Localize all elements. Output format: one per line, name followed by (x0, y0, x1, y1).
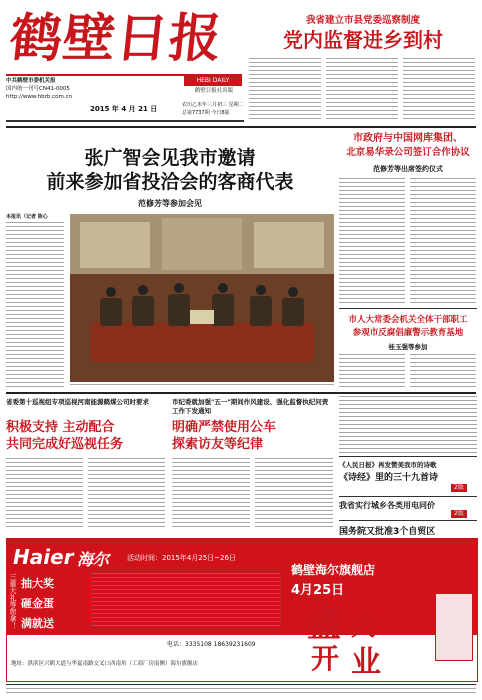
ad-store: 鹤壁海尔旗舰店 (291, 563, 376, 577)
congress-body-1 (339, 354, 405, 388)
top-right-headline: 党内监督进乡到村 (283, 28, 443, 52)
ad-slogan-2: 砸金蛋 (21, 597, 54, 610)
congress-subhead: 桂玉强等参加 (388, 343, 428, 351)
title-char: 壁 (59, 8, 120, 69)
section-divider-top (6, 126, 476, 128)
bottom-mid-headline-1: 明确严禁使用公车 (172, 420, 277, 435)
lead-headline-2: 前来参加省投洽会的客商代表 (46, 171, 294, 193)
top-right-kicker: 我省建立市县党委巡察制度 (305, 15, 420, 26)
title-char: 日 (112, 8, 173, 69)
section-divider-mid (6, 392, 476, 394)
side-label-2: DAILY (212, 77, 230, 84)
bottom-mid-headline-2: 探索访友等纪律 (172, 437, 264, 452)
right-divider (339, 308, 477, 309)
bottom-mid-kicker: 市纪委就加强"五一"期间作风建设、强化监督执纪问责工作下发通知 (172, 398, 329, 415)
right-body-1 (339, 178, 405, 304)
people-congress-story (339, 310, 477, 390)
index-divider-3 (339, 520, 477, 521)
title-char: 鹤 (6, 8, 67, 69)
right-story (339, 130, 477, 306)
ad-grand-opening (307, 597, 427, 680)
top-right-body-2 (326, 58, 398, 120)
congress-body-2 (410, 354, 476, 388)
bottom-mid-story (172, 396, 334, 532)
right-headline-2: 北京易华录公司签订合作协议 (346, 147, 470, 158)
bottom-left-body-2 (88, 458, 165, 530)
masthead (6, 6, 244, 124)
bottom-mid-body-2 (255, 458, 333, 530)
top-right-body-3 (403, 58, 475, 120)
index-item2-page[interactable]: 2版 (451, 510, 467, 518)
ad-slogan-3: 满就送 (21, 617, 54, 630)
masthead-line1: 中共鹤壁市委机关报 (6, 78, 56, 84)
masthead-weekday: 农历乙未年三月初三 星期二 (182, 102, 244, 108)
lead-byline: 本报讯（记者 陈心 (6, 214, 48, 220)
index-divider-2 (339, 496, 477, 497)
masthead-url[interactable]: http://www.hbrb.com.cn (6, 94, 73, 100)
haier-ad (6, 538, 478, 682)
ad-period: 活动时间：2015年4月25日~26日 (127, 554, 236, 562)
ad-slogan-main: 三重大礼等您拿！ (9, 573, 17, 629)
right-body-2 (410, 178, 476, 304)
masthead-line2: 国内统一刊号CN41-0005 (6, 86, 70, 92)
ad-brand: Haier (13, 545, 74, 569)
side-badge (184, 76, 242, 86)
ad-product-image (435, 593, 473, 661)
footer-rule (6, 684, 476, 685)
ad-phone: 电话：3335108 18639231609 (167, 641, 256, 648)
congress-headline-1: 市人大常委会机关全体干部职工 (348, 315, 468, 325)
right-headline-1: 市政府与中国网库集团、 (353, 133, 463, 144)
top-right-body-1 (249, 58, 321, 120)
meeting-photo (70, 214, 334, 382)
ad-grand-char: 开 (311, 642, 340, 675)
photo-caption (70, 384, 334, 388)
ad-store-date: 4月25日 (291, 583, 345, 598)
ad-brand-cn: 海尔 (77, 550, 110, 569)
ad-slogan-1: 抽大奖 (21, 577, 54, 590)
index-item1-kicker: 《人民日报》再发赞美我市的诗歌 (339, 461, 437, 469)
ad-offers (91, 573, 281, 629)
lead-body-left (6, 222, 64, 387)
bottom-left-story (6, 396, 166, 532)
index-item1-page[interactable]: 2版 (451, 484, 467, 492)
index-body-top (339, 396, 477, 454)
right-subhead: 范修芳等出席签约仪式 (373, 165, 443, 173)
ad-grand-char: 业 (351, 645, 381, 680)
bottom-left-kicker: 省委第十巡视组专项巡视河南能源鹤煤公司时要求 (6, 398, 149, 406)
masthead-date: 2015 年 4 月 21 日 (90, 105, 158, 113)
online-label: 鹤壁日报社出版 (194, 88, 234, 94)
lead-headline-1: 张广智会见我市邀请 (84, 147, 256, 169)
top-right-story (249, 6, 477, 124)
masthead-title (7, 8, 232, 70)
index-item3[interactable]: 国务院又批准3个自贸区 (339, 527, 436, 537)
bottom-left-headline-1: 积极支持 主动配合 (6, 420, 115, 435)
ad-grand-char: 大 (351, 612, 375, 641)
meeting-photo-scene (70, 214, 334, 382)
index-item2[interactable]: 我省实行城乡各类用电同价 (339, 501, 435, 510)
lead-story (6, 130, 334, 390)
index-divider-1 (339, 456, 477, 457)
footer-text (6, 688, 476, 693)
ad-address: 地址：淇滨区兴鹤大道与华夏南路交叉口西南角（工商厂房南侧）海尔旗舰店 (11, 661, 199, 667)
bottom-mid-body-1 (172, 458, 250, 530)
masthead-bottom-rule (6, 120, 244, 122)
side-label-1: HEBI (196, 77, 211, 84)
title-char: 报 (165, 8, 226, 69)
bottom-left-body-1 (6, 458, 83, 530)
congress-headline-2: 参观市反腐倡廉警示教育基地 (352, 328, 464, 338)
bottom-left-headline-2: 共同完成好巡视任务 (6, 437, 124, 452)
index-item1[interactable]: 《诗经》里的三十九首诗 (339, 473, 439, 483)
masthead-issue: 总第7737期 今日8版 (182, 110, 230, 116)
ad-grand-char: 盛 (307, 605, 341, 645)
lead-subhead: 范修芳等参加会见 (138, 199, 202, 208)
